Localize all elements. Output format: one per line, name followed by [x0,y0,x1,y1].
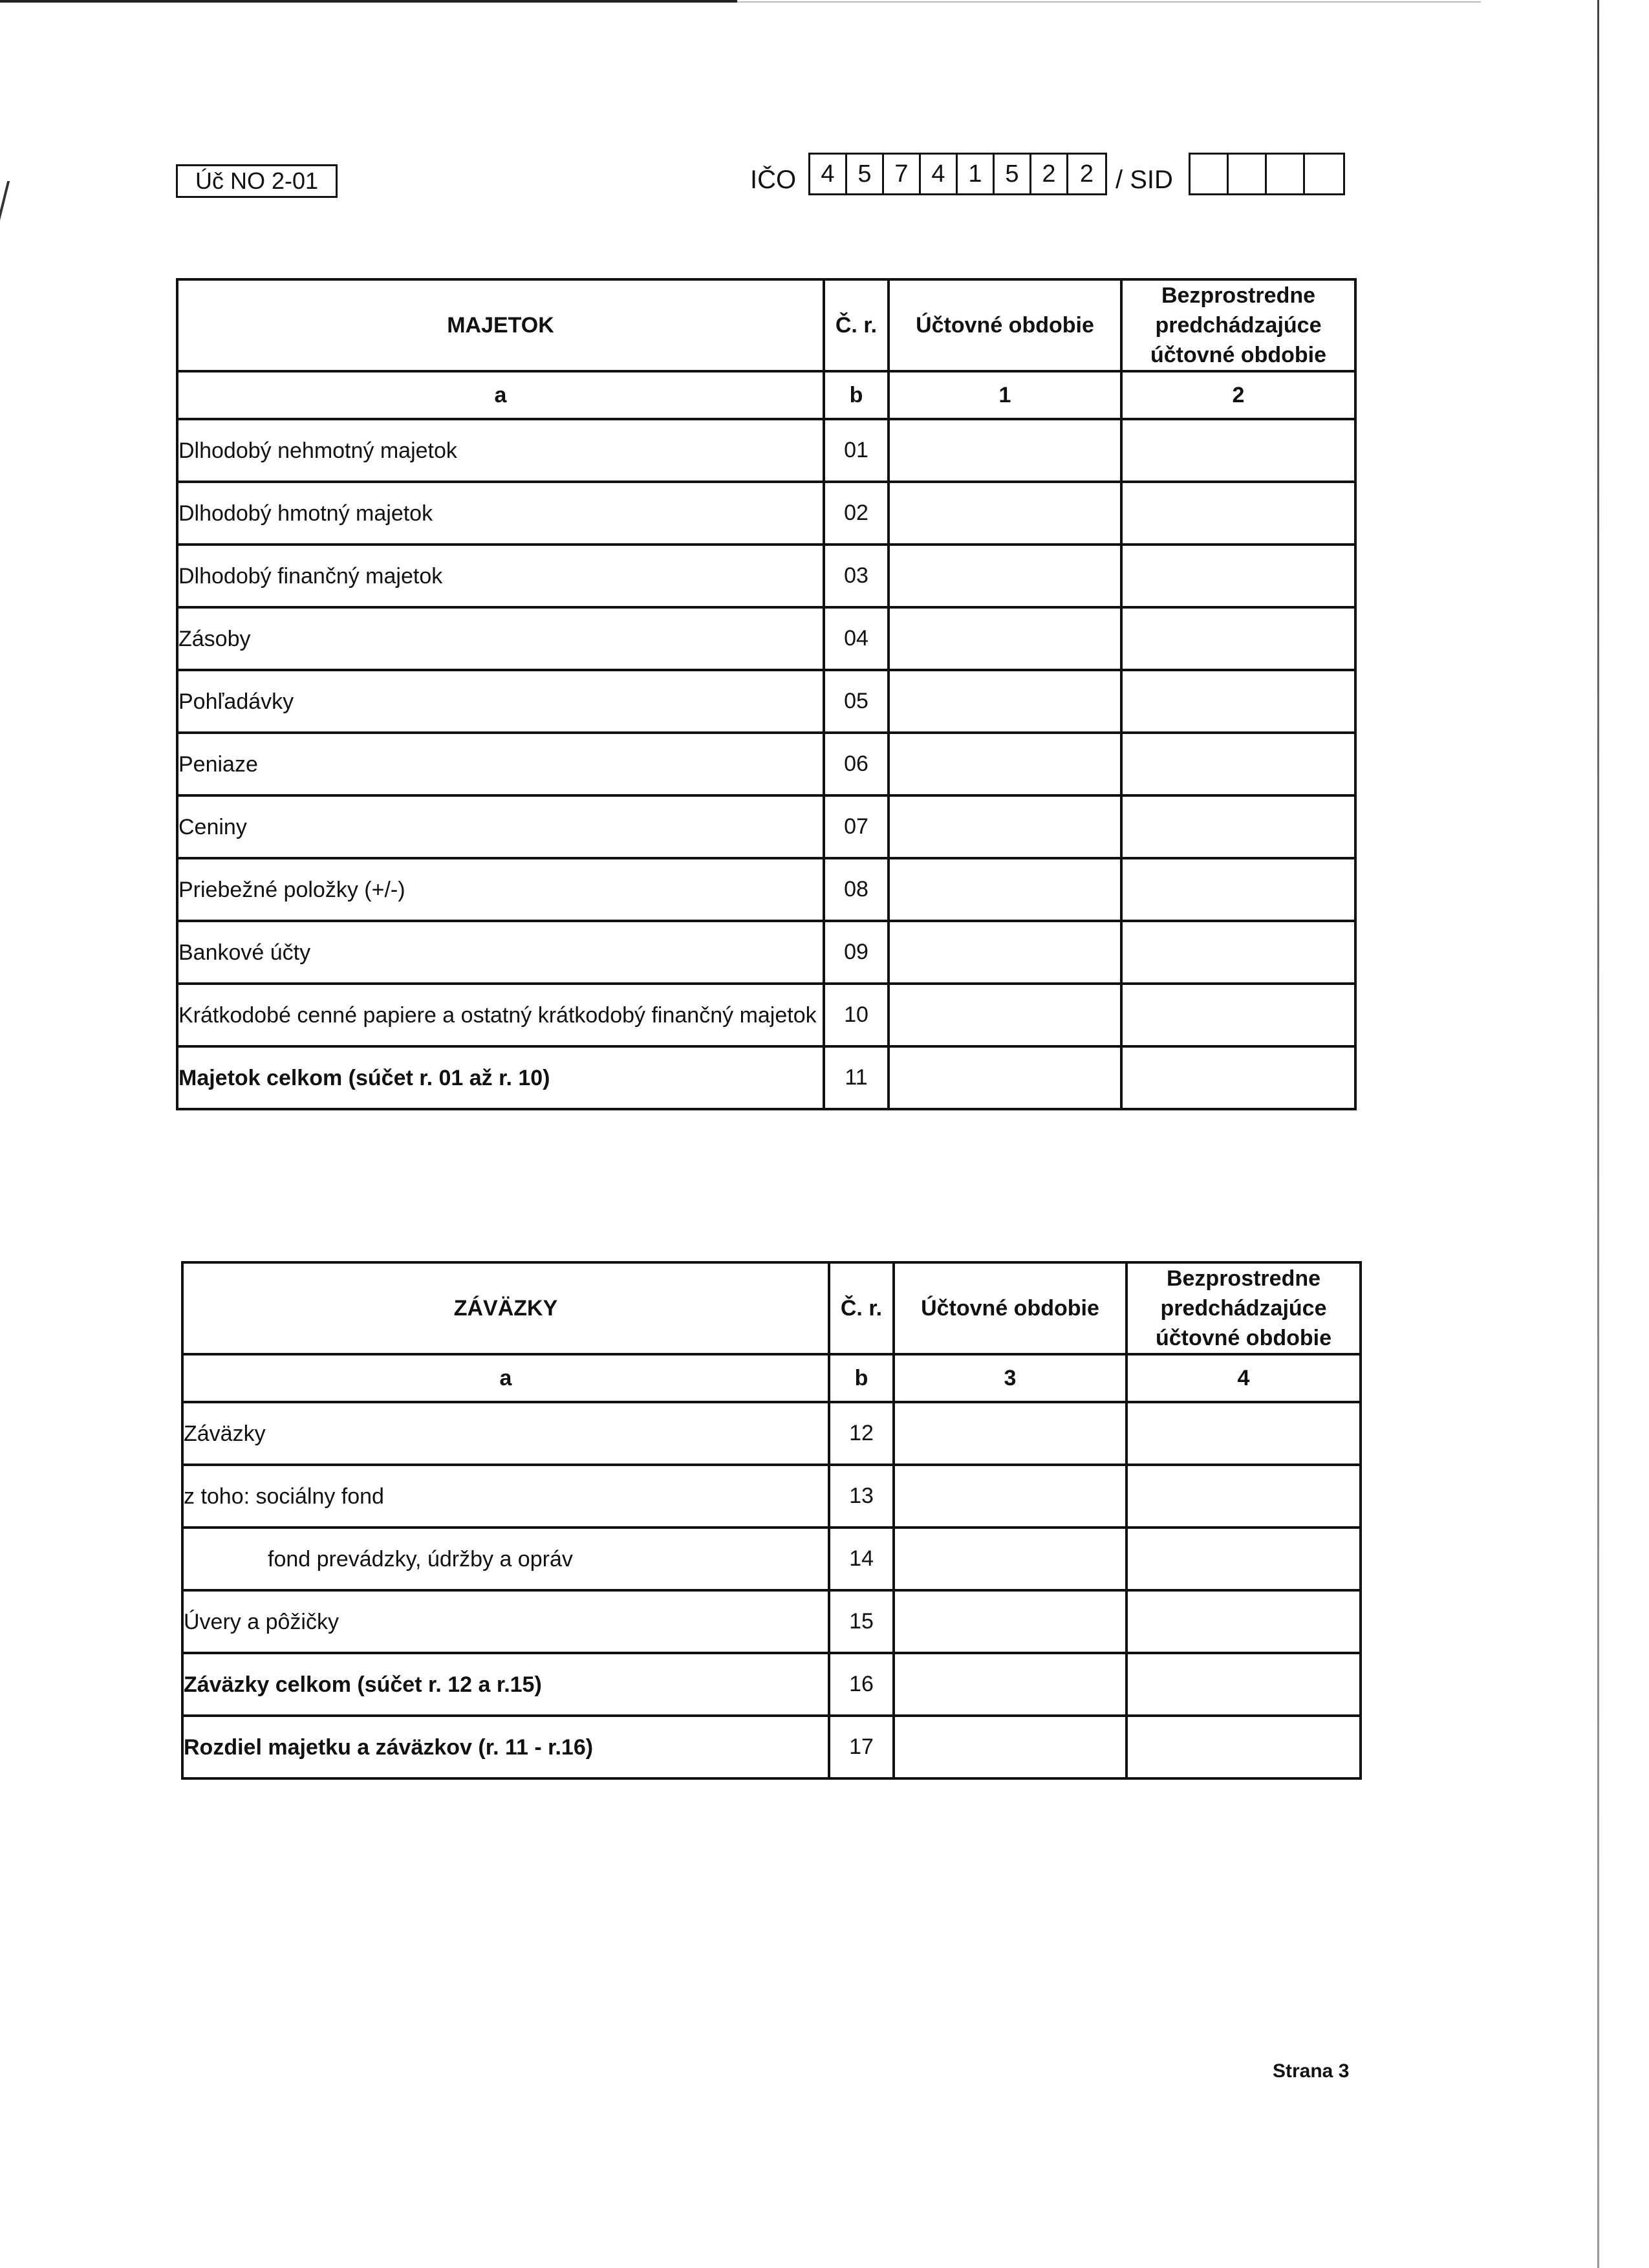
ico-digit[interactable]: 1 [958,155,995,193]
previous-period-value[interactable] [1126,1402,1361,1465]
row-label: Dlhodobý finančný majetok [177,545,824,607]
previous-period-value[interactable] [1126,1716,1361,1778]
assets-index-row [177,371,1355,419]
current-period-value[interactable] [889,545,1121,607]
ico-digit[interactable]: 4 [810,155,847,193]
previous-period-value[interactable] [1121,607,1355,670]
current-period-value[interactable] [894,1716,1126,1778]
current-period-value[interactable] [889,733,1121,795]
ico-digit[interactable]: 5 [995,155,1031,193]
row-label: Bankové účty [177,921,824,984]
table-row [182,1465,1361,1528]
current-period-value[interactable] [889,984,1121,1046]
index-label: b [829,1354,894,1402]
previous-period-value[interactable] [1121,858,1355,921]
row-label: Rozdiel majetku a záväzkov (r. 11 - r.16) [182,1716,829,1778]
liabilities-header-row [182,1262,1361,1354]
row-label: fond prevádzky, údržby a opráv [182,1528,829,1590]
index-label: a [177,371,824,419]
row-number: 13 [829,1465,894,1528]
current-period-value[interactable] [889,921,1121,984]
row-number: 06 [824,733,889,795]
page-number: Strana 3 [1273,2060,1350,2082]
row-number: 12 [829,1402,894,1465]
sid-label: / SID [1116,166,1173,194]
liabilities-title: ZÁVÄZKY [182,1262,829,1354]
ico-digit[interactable]: 2 [1031,155,1068,193]
current-period-value[interactable] [889,670,1121,733]
table-row [182,1402,1361,1465]
assets-previous-period-header [1121,279,1355,371]
table-row [177,482,1355,545]
scan-edge-top [0,0,737,3]
table-row [177,1046,1355,1109]
current-period-value[interactable] [889,607,1121,670]
assets-table [176,278,1357,1110]
row-label: Zásoby [177,607,824,670]
previous-period-value[interactable] [1121,1046,1355,1109]
previous-period-value[interactable] [1126,1653,1361,1716]
previous-period-value[interactable] [1126,1528,1361,1590]
row-number: 05 [824,670,889,733]
previous-period-value[interactable] [1121,545,1355,607]
row-label: Priebežné položky (+/-) [177,858,824,921]
table-row [177,607,1355,670]
ico-field[interactable] [808,153,1107,195]
table-row [182,1653,1361,1716]
previous-period-value[interactable] [1126,1590,1361,1653]
sid-digit[interactable] [1305,155,1343,193]
previous-period-value[interactable] [1121,419,1355,482]
current-period-value[interactable] [894,1653,1126,1716]
current-period-value[interactable] [889,1046,1121,1109]
row-label: Záväzky [182,1402,829,1465]
previous-period-value[interactable] [1121,733,1355,795]
row-label: Pohľadávky [177,670,824,733]
liabilities-table [181,1261,1362,1780]
current-period-value[interactable] [894,1590,1126,1653]
row-number: 16 [829,1653,894,1716]
row-label: Krátkodobé cenné papiere a ostatný krátkodobý finančný majetok [177,984,824,1046]
table-row [177,921,1355,984]
previous-period-line: Bezprostredne [1166,1266,1321,1291]
previous-period-value[interactable] [1121,795,1355,858]
row-label: Záväzky celkom (súčet r. 12 a r.15) [182,1653,829,1716]
scan-mark-left [0,181,10,239]
liabilities-index-row [182,1354,1361,1402]
ico-digit[interactable]: 5 [847,155,884,193]
row-label: Dlhodobý nehmotný majetok [177,419,824,482]
assets-header-row [177,279,1355,371]
index-label: 2 [1121,371,1355,419]
previous-period-line: Bezprostredne [1161,283,1316,308]
liabilities-row-no-header: Č. r. [829,1262,894,1354]
row-number: 07 [824,795,889,858]
current-period-value[interactable] [894,1528,1126,1590]
row-label: Peniaze [177,733,824,795]
table-row [177,419,1355,482]
table-row [177,795,1355,858]
current-period-value[interactable] [889,858,1121,921]
form-code: Úč NO 2-01 [176,164,338,198]
previous-period-value[interactable] [1121,921,1355,984]
previous-period-line: účtovné obdobie [1150,343,1326,367]
liabilities-previous-period-header [1126,1262,1361,1354]
row-number: 17 [829,1716,894,1778]
row-number: 10 [824,984,889,1046]
current-period-value[interactable] [889,482,1121,545]
row-label: Majetok celkom (súčet r. 01 až r. 10) [177,1046,824,1109]
previous-period-line: predchádzajúce [1160,1296,1327,1321]
table-row [182,1716,1361,1778]
assets-current-period-header: Účtovné obdobie [889,279,1121,371]
sid-digit[interactable] [1191,155,1229,193]
previous-period-line: predchádzajúce [1155,313,1322,338]
index-label: b [824,371,889,419]
row-number: 09 [824,921,889,984]
row-label: Ceniny [177,795,824,858]
row-number: 03 [824,545,889,607]
table-row [177,858,1355,921]
row-number: 08 [824,858,889,921]
table-row [177,545,1355,607]
scan-edge-top-faint [737,1,1481,3]
previous-period-value[interactable] [1121,984,1355,1046]
row-number: 04 [824,607,889,670]
current-period-value[interactable] [894,1402,1126,1465]
ico-digit[interactable]: 7 [884,155,921,193]
ico-digit[interactable]: 2 [1079,160,1094,188]
row-number: 01 [824,419,889,482]
liabilities-current-period-header: Účtovné obdobie [894,1262,1126,1354]
current-period-value[interactable] [889,419,1121,482]
previous-period-line: účtovné obdobie [1156,1326,1331,1350]
ico-digit[interactable]: 4 [921,155,958,193]
row-label: Dlhodobý hmotný majetok [177,482,824,545]
table-row [177,670,1355,733]
sid-digit[interactable] [1267,155,1305,193]
scan-edge-right [1597,0,1599,2268]
previous-period-value[interactable] [1121,670,1355,733]
sid-field[interactable] [1189,153,1345,195]
table-row [182,1590,1361,1653]
sid-digit[interactable] [1229,155,1267,193]
row-label: z toho: sociálny fond [182,1465,829,1528]
ico-label: IČO [750,166,797,194]
table-row [182,1528,1361,1590]
row-number: 15 [829,1590,894,1653]
table-row [177,733,1355,795]
index-label: 1 [889,371,1121,419]
index-label: 3 [894,1354,1126,1402]
index-label: 4 [1126,1354,1361,1402]
previous-period-value[interactable] [1126,1465,1361,1528]
assets-row-no-header: Č. r. [824,279,889,371]
row-number: 11 [824,1046,889,1109]
row-number: 14 [829,1528,894,1590]
table-row [177,984,1355,1046]
previous-period-value[interactable] [1121,482,1355,545]
row-label: Úvery a pôžičky [182,1590,829,1653]
row-number: 02 [824,482,889,545]
current-period-value[interactable] [894,1465,1126,1528]
assets-title: MAJETOK [177,279,824,371]
index-label: a [182,1354,829,1402]
current-period-value[interactable] [889,795,1121,858]
